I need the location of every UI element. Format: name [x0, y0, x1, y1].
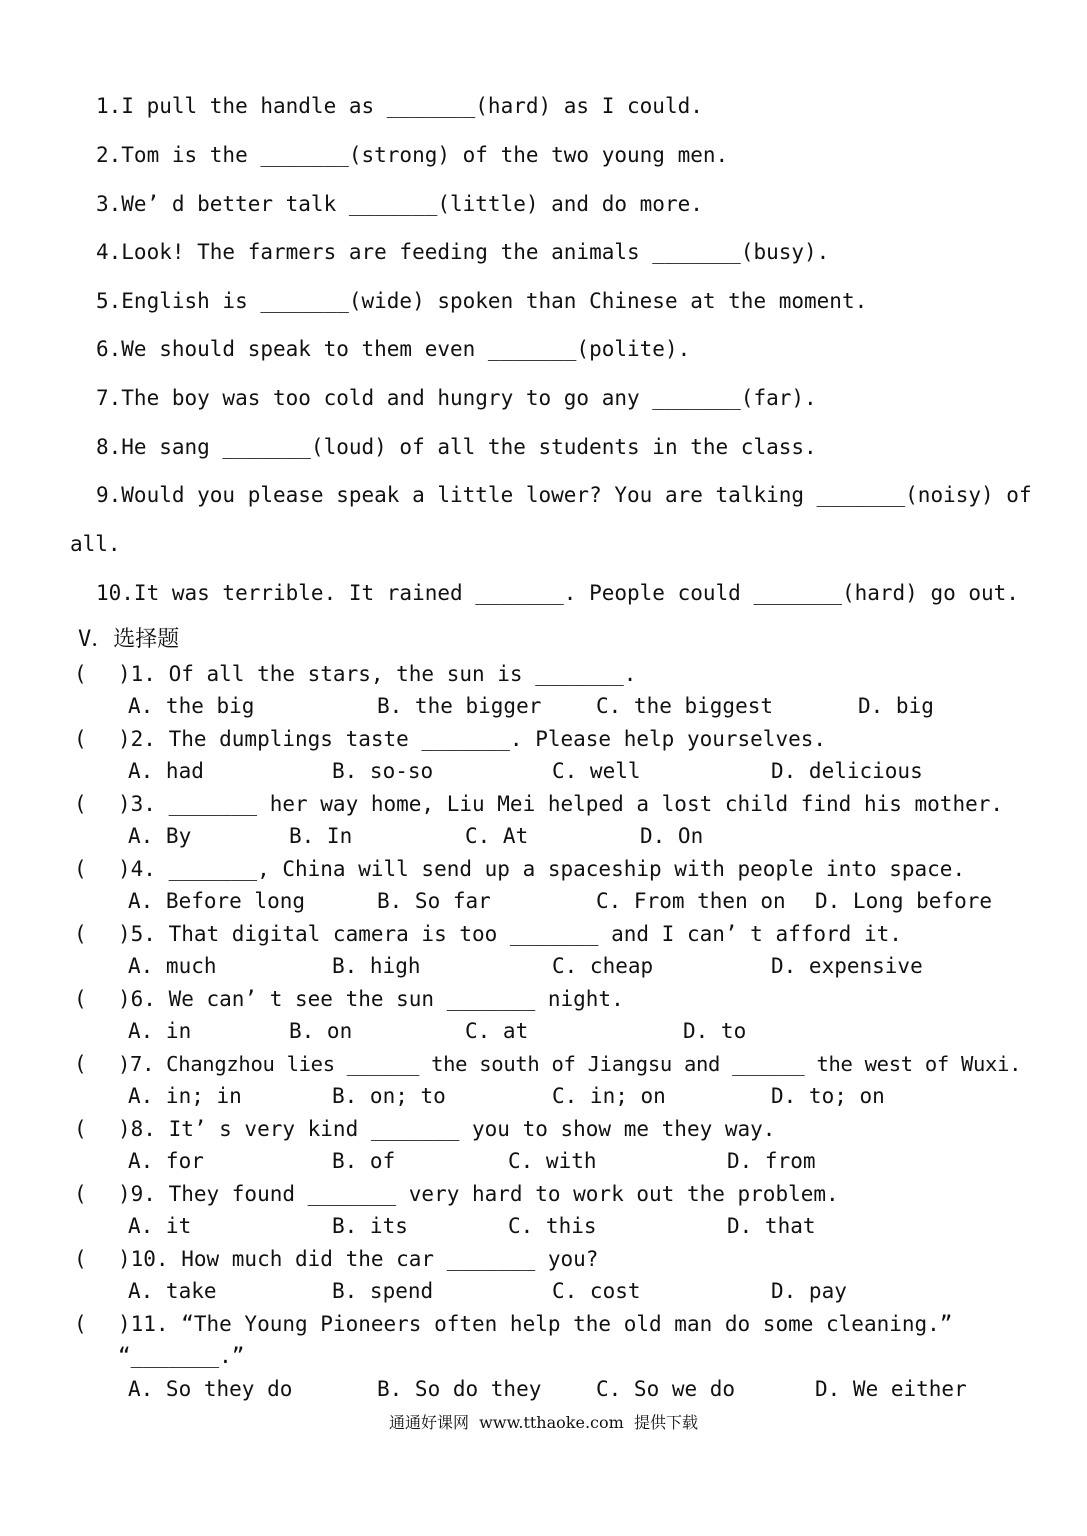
section-title: V．选择题: [78, 627, 180, 652]
q2-option-b: B. so-so: [332, 759, 434, 783]
answer-paren: (: [74, 1312, 87, 1336]
fill-in-item-7: 7.The boy was too cold and hungry to go any _______(far).: [96, 386, 817, 410]
q9-option-b: B. its: [332, 1214, 408, 1238]
q10-option-d: D. pay: [771, 1279, 847, 1303]
q4-option-d: D. Long before: [815, 889, 993, 913]
q4-option-b: B. So far: [377, 889, 491, 913]
answer-paren: (: [74, 1247, 87, 1271]
question-11: )11. “The Young Pioneers often help the old man do some cleaning.”: [118, 1312, 953, 1336]
question-5: )5. That digital camera is too _______ and I can’ t afford it.: [118, 922, 902, 946]
answer-paren: (: [74, 987, 87, 1011]
q2-option-c: C. well: [552, 759, 641, 783]
question-1: )1. Of all the stars, the sun is _______.: [118, 662, 637, 686]
question-4: )4. _______, China will send up a spaceship with people into space.: [118, 857, 966, 881]
q11-option-c: C. So we do: [596, 1377, 736, 1401]
q6-option-b: B. on: [289, 1019, 353, 1043]
q4-option-a: A. Before long: [128, 889, 306, 913]
q5-option-d: D. expensive: [771, 954, 923, 978]
answer-paren: (: [74, 727, 87, 751]
q7-option-d: D. to; on: [771, 1084, 885, 1108]
q6-option-c: C. at: [465, 1019, 529, 1043]
q7-option-a: A. in; in: [128, 1084, 242, 1108]
q1-option-a: A. the big: [128, 694, 255, 718]
fill-in-item-9-continued: all.: [70, 532, 121, 556]
fill-in-item-10: 10.It was terrible. It rained _______. People could _______(hard) go out.: [96, 581, 1019, 605]
q8-option-d: D. from: [727, 1149, 816, 1173]
answer-paren: (: [74, 792, 87, 816]
answer-paren: (: [74, 1182, 87, 1206]
fill-in-item-4: 4.Look! The farmers are feeding the animals _______(busy).: [96, 240, 830, 264]
q11-option-d: D. We either: [815, 1377, 967, 1401]
q1-option-b: B. the bigger: [377, 694, 542, 718]
q10-option-a: A. take: [128, 1279, 217, 1303]
q5-option-b: B. high: [332, 954, 421, 978]
question-9: )9. They found _______ very hard to work out the problem.: [118, 1182, 839, 1206]
q8-option-c: C. with: [508, 1149, 597, 1173]
q5-option-c: C. cheap: [552, 954, 654, 978]
fill-in-item-5: 5.English is _______(wide) spoken than Chinese at the moment.: [96, 289, 868, 313]
q11-option-b: B. So do they: [377, 1377, 542, 1401]
question-11-response: “_______.”: [118, 1344, 245, 1368]
footer-watermark: 通通好课网 www.tthaoke.com 提供下载: [389, 1413, 698, 1432]
fill-in-item-6: 6.We should speak to them even _______(polite).: [96, 337, 691, 361]
answer-paren: (: [74, 857, 87, 881]
fill-in-item-2: 2.Tom is the _______(strong) of the two young men.: [96, 143, 729, 167]
q5-option-a: A. much: [128, 954, 217, 978]
q3-option-d: D. On: [640, 824, 704, 848]
q6-option-a: A. in: [128, 1019, 192, 1043]
q2-option-a: A. had: [128, 759, 204, 783]
q1-option-c: C. the biggest: [596, 694, 774, 718]
question-2: )2. The dumplings taste _______. Please help yourselves.: [118, 727, 827, 751]
q9-option-c: C. this: [508, 1214, 597, 1238]
q8-option-b: B. of: [332, 1149, 396, 1173]
q8-option-a: A. for: [128, 1149, 204, 1173]
fill-in-item-9: 9.Would you please speak a little lower? You are talking _______(noisy) of: [96, 483, 1032, 507]
q7-option-c: C. in; on: [552, 1084, 666, 1108]
q1-option-d: D. big: [858, 694, 934, 718]
answer-paren: (: [74, 922, 87, 946]
q11-option-a: A. So they do: [128, 1377, 293, 1401]
q10-option-c: C. cost: [552, 1279, 641, 1303]
question-10: )10. How much did the car _______ you?: [118, 1247, 599, 1271]
fill-in-item-3: 3.We’ d better talk _______(little) and do more.: [96, 192, 703, 216]
fill-in-item-8: 8.He sang _______(loud) of all the students in the class.: [96, 435, 817, 459]
q7-option-b: B. on; to: [332, 1084, 446, 1108]
fill-in-item-1: 1.I pull the handle as _______(hard) as I could.: [96, 94, 703, 118]
q4-option-c: C. From then on: [596, 889, 786, 913]
question-3: )3. _______ her way home, Liu Mei helped a lost child find his mother.: [118, 792, 1004, 816]
question-7: )7. Changzhou lies ______ the south of Jiangsu and ______ the west of Wuxi.: [118, 1052, 1022, 1076]
q2-option-d: D. delicious: [771, 759, 923, 783]
q3-option-c: C. At: [465, 824, 529, 848]
q3-option-b: B. In: [289, 824, 353, 848]
q3-option-a: A. By: [128, 824, 192, 848]
answer-paren: (: [74, 662, 87, 686]
q9-option-a: A. it: [128, 1214, 192, 1238]
question-8: )8. It’ s very kind _______ you to show me they way.: [118, 1117, 776, 1141]
answer-paren: (: [74, 1117, 87, 1141]
q6-option-d: D. to: [683, 1019, 747, 1043]
q10-option-b: B. spend: [332, 1279, 434, 1303]
answer-paren: (: [74, 1052, 87, 1076]
q9-option-d: D. that: [727, 1214, 816, 1238]
question-6: )6. We can’ t see the sun _______ night.: [118, 987, 624, 1011]
